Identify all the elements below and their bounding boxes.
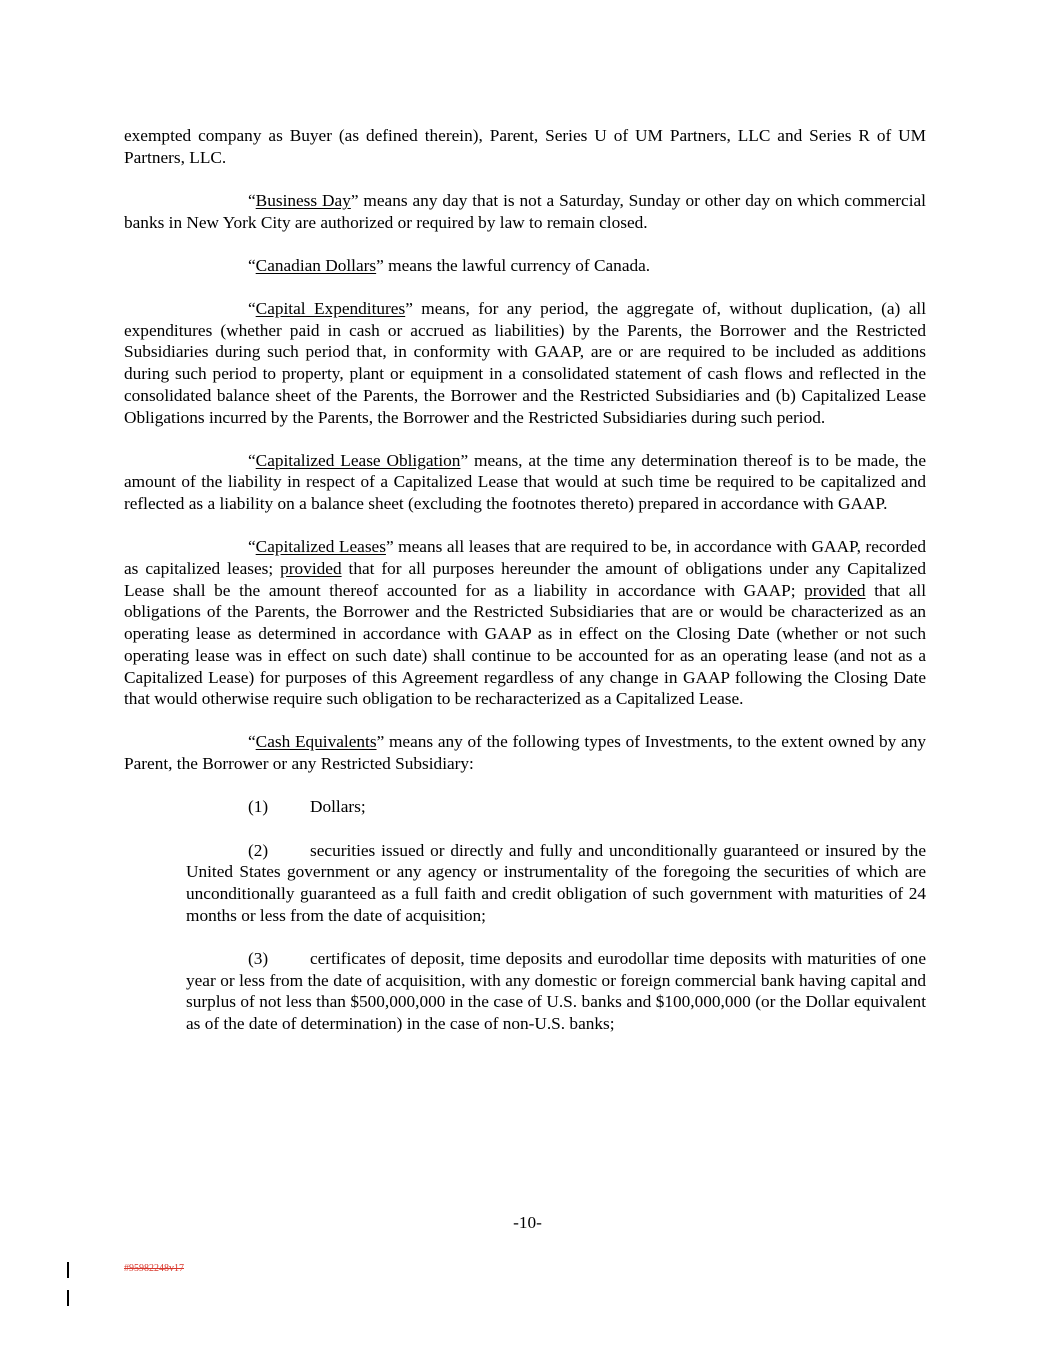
intro-paragraph: exempted company as Buyer (as defined therein), Parent, Series U of UM Partners, LLC and Series R of UM Partners, LLC. [124,126,926,167]
defined-term: Capitalized Lease Obligation [255,450,461,470]
list-text: Dollars; [310,797,366,817]
provided-term: provided [804,580,866,600]
list-text: securities issued or directly and fully and unconditionally guaranteed or insured by the United States government or any agency or instrumentality of the foregoing the securities of which are unconditionally guaranteed as a full faith and credit obligation of such government with maturities of 24 months or less from the date of acquisition; [186,840,926,925]
change-bar [67,1290,69,1306]
page-number: -10- [513,1213,542,1232]
definition-canadian-dollars [124,255,926,277]
definition-capitalized-leases [124,536,926,710]
definition-text: ” means any of the following types of Investments, to the extent owned by any Parent, the Borrower or any Restricted Subsidiary: [124,732,926,774]
open-quote: “ [248,190,256,210]
definition-text: ” means all leases that are required to be, in accordance with GAAP, recorded as capitalized leases; [124,537,926,579]
defined-term: Business Day [255,190,351,210]
defined-term: Capital Expenditures [255,299,406,319]
open-quote: “ [248,537,256,557]
change-bar [67,1262,69,1278]
list-item [186,948,926,1035]
definition-text: that all obligations of the Parents, the Borrower and the Restricted Subsidiaries that are or would be characterized as an operating lease as determined in accordance with GAAP as in effect on the Closing Date (whether or not such operating lease was in effect on such date) shall continue to be accounted for as an operating lease (and not as a Capitalized Lease) for purposes of this Agreement regardless of any change in GAAP following the Closing Date that would otherwise require such obligation to be recharacterized as a Capitalized Lease. [124,580,927,709]
list-number: (3) [248,948,269,968]
defined-term: Canadian Dollars [255,255,377,275]
defined-term: Capitalized Leases [255,537,386,557]
list-number: (2) [248,840,269,860]
document-body [124,125,926,1056]
definition-text: ” means, for any period, the aggregate of, without duplication, (a) all expenditures (whether paid in cash or accrued as liabilities) by the Parents, the Borrower and the Restricted Subsidiaries during such period that, in conformity with GAAP, are or are required to be included as additions during such period to property, plant or equipment in a consolidated statement of cash flows and reflected in the consolidated balance sheet of the Parents, the Borrower and the Restricted Subsidiaries and (b) Capitalized Lease Obligations incurred by the Parents, the Borrower and the Restricted Subsidiaries during such period. [124,299,926,427]
list-number: (1) [248,797,269,817]
definition-capitalized-lease-obligation [124,450,926,515]
definition-business-day [124,190,926,233]
list-item [186,840,926,927]
definition-capital-expenditures [124,298,926,428]
open-quote: “ [248,299,256,319]
definition-cash-equivalents [124,731,926,774]
open-quote: “ [248,255,256,275]
definition-text: that for all purposes hereunder the amount of obligations under any Capitalized Lease shall be the amount thereof accounted for as a liability in accordance with GAAP; [124,559,926,600]
definition-text: ” means, at the time any determination thereof is to be made, the amount of the liability in respect of a Capitalized Lease that would at such time be required to be capitalized and reflected as a liability on a balance sheet (excluding the footnotes thereto) prepared in accordance with GAAP. [124,450,926,514]
list-item [186,796,926,818]
document-id: #95982248v17 [124,1263,184,1274]
open-quote: “ [248,450,256,470]
definition-text: ” means any day that is not a Saturday, Sunday or other day on which commercial banks in New York City are authorized or required by law to remain closed. [124,190,926,232]
provided-term: provided [280,559,342,579]
definition-text: ” means the lawful currency of Canada. [376,255,651,275]
defined-term: Cash Equivalents [255,732,377,752]
open-quote: “ [248,732,256,752]
list-text: certificates of deposit, time deposits and eurodollar time deposits with maturities of one year or less from the date of acquisition, with any domestic or foreign commercial bank having capital and surplus of not less than $500,000,000 in the case of U.S. banks and $100,000,000 (or the Dollar equivalent as of the date of determination) in the case of non-U.S. banks; [186,948,926,1033]
